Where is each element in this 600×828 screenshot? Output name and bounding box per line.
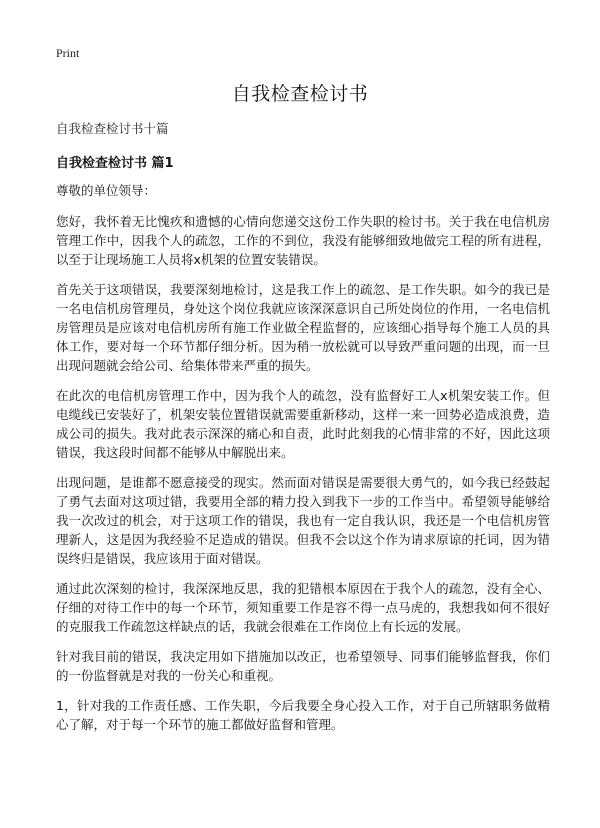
paragraph: 针对我目前的错误，我决定用如下措施加以改正，也希望领导、同事们能够监督我，你们的一份监督就是对我的一份关心和重视。 — [56, 649, 550, 683]
salutation: 尊敬的单位领导： — [56, 183, 157, 198]
paragraph: 您好，我怀着无比愧疚和遗憾的心情向您递交这份工作失职的检讨书。关于我在电信机房管理工作中，因我个人的疏忽，工作的不到位，我没有能够细致地做完工程的所有进程，以至于让现场施工人员将x机架的位置安装错误。 — [56, 214, 550, 267]
document-title: 自我检查检讨书 — [231, 83, 369, 105]
section-heading: 自我检查检讨书 篇1 — [56, 156, 174, 171]
print-link[interactable]: Print — [56, 46, 80, 60]
paragraph: 首先关于这项错误，我要深刻地检讨，这是我工作上的疏忽、是工作失职。如今的我已是一名电信机房管理员，身处这个岗位我就应该深深意识自己所处岗位的作用，一名电信机房管理员是应该对电信机房所有施工作业做全程监督的，应该细心指导每个施工人员的具体工作，要对每一个环节都仔细分析。因为稍一放松就可以导致严重问题的出现，而一旦出现问题就会给公司、给集体带来严重的损失。 — [56, 282, 550, 373]
letter-body — [56, 181, 550, 745]
paragraph: 通过此次深刻的检讨，我深深地反思，我的犯错根本原因在于我个人的疏忽，没有全心、仔细的对待工作中的每一个环节，须知重要工作是容不得一点马虎的，我想我如何不很好的克服我工作疏忽这样缺点的话，我就会很难在工作岗位上有长远的发展。 — [56, 581, 550, 634]
paragraph: 在此次的电信机房管理工作中，因为我个人的疏忽，没有监督好工人x机架安装工作。但电缆线已安装好了，机架安装位置错误就需要重新移动，这样一来一回势必造成浪费，造成公司的损失。我对此表示深深的痛心和自责，此时此刻我的心情非常的不好，因此这项错误，我这段时间都不能够从中解脱出来。 — [56, 388, 550, 460]
paragraph: 出现问题，是谁都不愿意接受的现实。然而面对错误是需要很大勇气的，如今我已经鼓起了勇气去面对这项过错，我要用全部的精力投入到我下一步的工作当中。希望领导能够给我一次改过的机会，对于这项工作的错误，我也有一定自我认识，我还是一个电信机房管理新人，这是因为我经验不足造成的错误。但我不会以这个作为请求原谅的托词，因为错误终归是错误，我应该用于面对错误。 — [56, 475, 550, 566]
document-subtitle: 自我检查检讨书十篇 — [56, 121, 169, 136]
paragraph: 1，针对我的工作责任感、工作失职，今后我要全身心投入工作，对于自己所辖职务做精心了解，对于每一个环节的施工都做好监督和管理。 — [56, 698, 550, 732]
